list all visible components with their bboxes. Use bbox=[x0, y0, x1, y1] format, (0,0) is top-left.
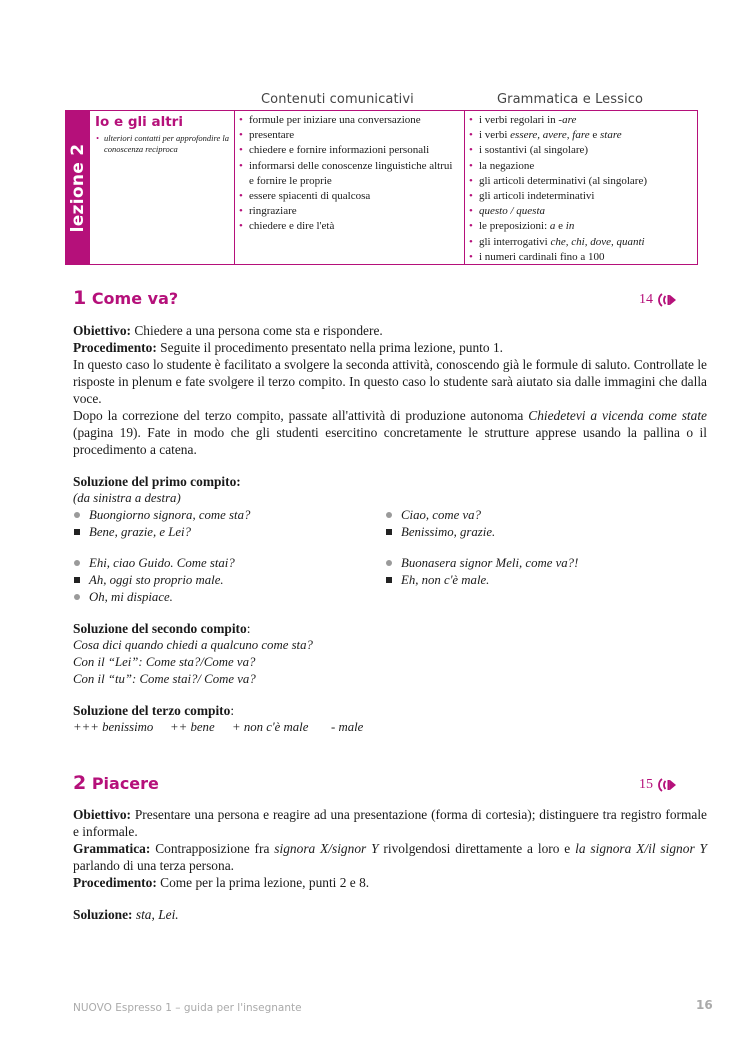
grammatica-cell bbox=[468, 113, 694, 265]
contenuti-item: • chiedere e dire l'età bbox=[238, 219, 460, 234]
grammatica-item bbox=[468, 204, 694, 219]
grammatica-item bbox=[468, 189, 694, 204]
solution-2-line: Con il “tu”: Come stai?/ Come va? bbox=[73, 672, 256, 686]
section-2-track[interactable] bbox=[639, 777, 677, 793]
section-1-paragraph-2: In questo caso lo studente è facilitato a svolgere la seconda attività, conoscendo già le formule di saluto. Controllate le risposte in plenum e fate svolgere il terzo compito. In questo caso lo studente sarà aiutato sia dalle immagini che dalla voce. bbox=[73, 357, 707, 406]
procedimento-text: Seguite il procedimento presentato nella prima lezione, punto 1. bbox=[156, 340, 503, 355]
grammatica-list bbox=[468, 113, 694, 265]
solution-1-label: Soluzione del primo compito: bbox=[73, 474, 241, 489]
section-1-heading: Come va? bbox=[91, 289, 179, 308]
audio-icon bbox=[657, 778, 677, 792]
section-1-paragraph-3 bbox=[73, 407, 707, 458]
procedimento-label: Procedimento: bbox=[73, 875, 157, 890]
grammatica-text: i sostantivi (al singolare) bbox=[479, 144, 589, 157]
grammatica-example: signora X/signor Y bbox=[274, 841, 379, 856]
grammatica-term: che, chi, dove, quanti bbox=[550, 235, 645, 248]
grammatica-term: a bbox=[549, 220, 556, 233]
dialog-right-2 bbox=[385, 555, 685, 589]
obiettivo-label: Obiettivo: bbox=[73, 807, 132, 822]
grammatica-text: parlando di una terza persona. bbox=[73, 858, 234, 873]
section-1-title bbox=[73, 287, 178, 309]
dialog-left-1 bbox=[73, 507, 373, 541]
solution-1-note: (da sinistra a destra) bbox=[73, 491, 181, 505]
solution-3-item: ++ bene bbox=[170, 720, 215, 734]
lesson-title-cell bbox=[95, 113, 230, 155]
dialog-line: Benissimo, grazie. bbox=[401, 525, 496, 539]
footer-book-title: NUOVO Espresso 1 – guida per l'insegnante bbox=[73, 1002, 302, 1014]
column-header-contenuti: Contenuti comunicativi bbox=[261, 92, 414, 107]
grammatica-item bbox=[468, 219, 694, 234]
grammatica-item bbox=[468, 143, 694, 158]
grammatica-text: gli articoli determinativi (al singolare) bbox=[479, 174, 647, 187]
solution-2-label: Soluzione del secondo compito bbox=[73, 621, 247, 636]
soluzione-text: sta, Lei. bbox=[132, 907, 179, 922]
dialog-line: Ehi, ciao Guido. Come stai? bbox=[89, 556, 235, 570]
dialog-line: Buonasera signor Meli, come va?! bbox=[401, 556, 579, 570]
dialog-left-2 bbox=[73, 555, 373, 606]
procedimento-label: Procedimento: bbox=[73, 340, 157, 355]
solution-3-item: + non c'è male bbox=[232, 720, 309, 734]
dialog-line: Bene, grazie, e Lei? bbox=[89, 525, 191, 539]
grammatica-item bbox=[468, 159, 694, 174]
contenuti-item: • informarsi delle conoscenze linguistiche altrui e fornire le proprie bbox=[238, 159, 460, 189]
paragraph-text: (pagina 19). Fate in modo che gli studenti esercitino concretamente le strutture apprese usando la pallina o il procedimento a catena. bbox=[73, 425, 707, 457]
section-1-body bbox=[73, 322, 707, 458]
track-number: 15 bbox=[639, 777, 653, 792]
dialog-line: Oh, mi dispiace. bbox=[89, 590, 173, 604]
lesson-subtitle: • ulteriori contatti per approfondire la conoscenza reciproca bbox=[95, 133, 230, 155]
grammatica-text: gli interrogativi bbox=[479, 235, 551, 248]
grammatica-label: Grammatica: bbox=[73, 841, 151, 856]
contenuti-cell bbox=[238, 113, 460, 235]
column-header-grammatica: Grammatica e Lessico bbox=[497, 92, 644, 107]
grammatica-item bbox=[468, 128, 694, 143]
procedimento-text: Come per la prima lezione, punti 2 e 8. bbox=[156, 875, 370, 890]
column-divider bbox=[234, 111, 235, 264]
grammatica-term: questo / questa bbox=[479, 205, 545, 218]
contenuti-item: • presentare bbox=[238, 128, 460, 143]
contenuti-item: • essere spiacenti di qualcosa bbox=[238, 189, 460, 204]
obiettivo-text: Presentare una persona e reagire ad una presentazione (forma di cortesia); distinguere tra registro formale e informale. bbox=[73, 807, 707, 839]
solution-2-line: Con il “Lei”: Come sta?/Come va? bbox=[73, 655, 256, 669]
grammatica-item bbox=[468, 235, 694, 250]
soluzione-label: Soluzione: bbox=[73, 907, 133, 922]
dialog-line: Ah, oggi sto proprio male. bbox=[89, 573, 224, 587]
obiettivo-label: Obiettivo: bbox=[73, 323, 132, 338]
contenuti-list bbox=[238, 113, 460, 235]
column-divider bbox=[464, 111, 465, 264]
grammatica-item bbox=[468, 174, 694, 189]
grammatica-term: essere, avere, fare bbox=[510, 129, 590, 142]
grammatica-text: le preposizioni: bbox=[479, 220, 550, 233]
grammatica-text: i numeri cardinali fino a 100 bbox=[479, 250, 605, 263]
lesson-title: Io e gli altri bbox=[95, 114, 183, 130]
contenuti-item: • chiedere e fornire informazioni personali bbox=[238, 143, 460, 158]
lesson-overview-table bbox=[65, 110, 698, 265]
section-1-track[interactable] bbox=[639, 292, 677, 308]
section-2-heading: Piacere bbox=[91, 774, 159, 793]
grammatica-term: stare bbox=[599, 129, 622, 142]
dialog-line: Ciao, come va? bbox=[401, 508, 481, 522]
section-2-solution bbox=[73, 906, 179, 923]
grammatica-example: la signora X/il signor Y bbox=[575, 841, 707, 856]
grammatica-text: la negazione bbox=[479, 159, 535, 172]
dialog-line: Buongiorno signora, come sta? bbox=[89, 508, 251, 522]
grammatica-term: -are bbox=[558, 114, 577, 126]
dialog-line: Eh, non c'è male. bbox=[401, 573, 490, 587]
solution-3-block bbox=[73, 702, 234, 719]
grammatica-text: e bbox=[589, 129, 600, 142]
activity-title: Chiedetevi a vicenda come state bbox=[528, 408, 707, 423]
solution-2-line: Cosa dici quando chiedi a qualcuno come sta? bbox=[73, 638, 313, 652]
audio-icon bbox=[657, 293, 677, 307]
page-number: 16 bbox=[696, 998, 713, 1012]
grammatica-item bbox=[468, 113, 694, 128]
grammatica-text: i verbi regolari in bbox=[479, 114, 559, 126]
section-2-title bbox=[73, 772, 159, 794]
grammatica-text: rivolgendosi direttamente a loro e bbox=[378, 841, 576, 856]
section-1-number: 1 bbox=[73, 287, 87, 309]
obiettivo-text: Chiedere a una persona come sta e rispondere. bbox=[131, 323, 383, 338]
grammatica-text: Contrapposizione fra bbox=[150, 841, 275, 856]
solution-3-item: - male bbox=[331, 720, 364, 734]
grammatica-term: in bbox=[565, 220, 575, 233]
solution-3-item: +++ benissimo bbox=[73, 720, 154, 734]
section-2-number: 2 bbox=[73, 772, 87, 794]
solution-1-block bbox=[73, 473, 241, 507]
contenuti-item: • ringraziare bbox=[238, 204, 460, 219]
grammatica-item bbox=[468, 250, 694, 265]
section-2-body bbox=[73, 806, 707, 891]
solution-2-block bbox=[73, 620, 313, 688]
track-number: 14 bbox=[639, 292, 653, 307]
grammatica-text: i verbi bbox=[479, 129, 511, 142]
paragraph-text: Dopo la correzione del terzo compito, passate all'attività di produzione autonoma bbox=[73, 408, 529, 423]
grammatica-text: gli articoli indeterminativi bbox=[479, 190, 595, 203]
lesson-band bbox=[66, 111, 90, 264]
label-colon: : bbox=[230, 703, 235, 718]
lesson-label: lezione 2 bbox=[68, 143, 88, 232]
solution-3-label: Soluzione del terzo compito bbox=[73, 703, 231, 718]
contenuti-item: • formule per iniziare una conversazione bbox=[238, 113, 460, 128]
dialog-right-1 bbox=[385, 507, 685, 541]
label-colon: : bbox=[246, 621, 251, 636]
grammatica-text: e bbox=[555, 220, 566, 233]
